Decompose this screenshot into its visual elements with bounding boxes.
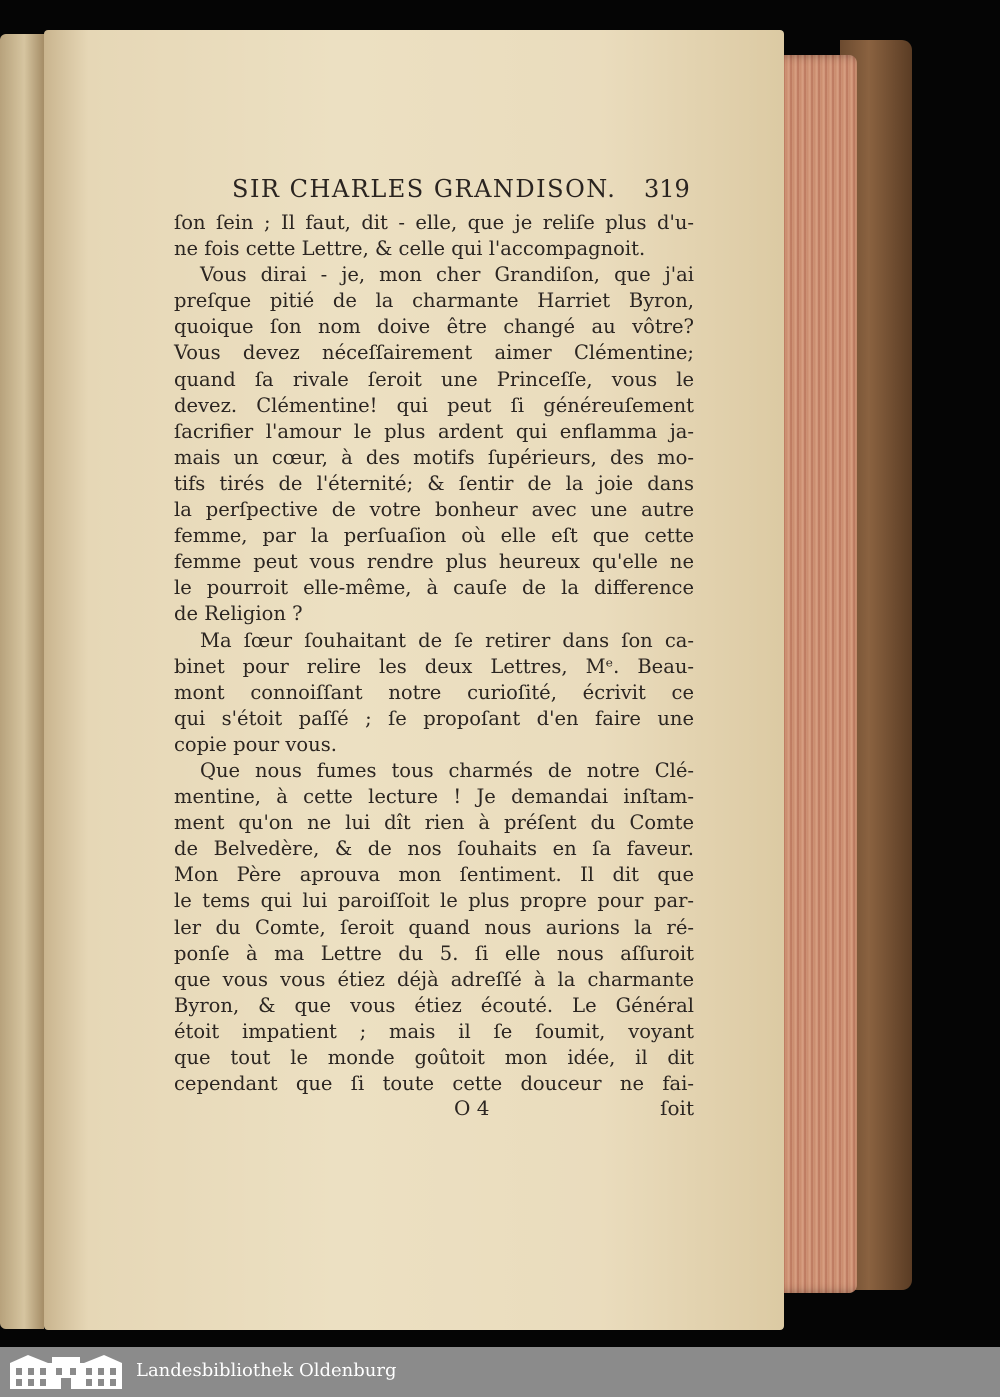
text-line: Mon Père aprouva mon ſentiment. Il dit que xyxy=(174,863,694,887)
text-line: ler du Comte, ſeroit quand nous aurions la ré- xyxy=(174,915,694,939)
page-footer xyxy=(174,1096,694,1126)
text-line: devez. Clémentine! qui peut ſi généreuſement xyxy=(174,393,694,417)
text-line: ponſe à ma Lettre du 5. ſi elle nous aſſuroit xyxy=(174,941,694,965)
text-line: Ma ſœur ſouhaitant de ſe retirer dans ſon ca- xyxy=(200,628,694,652)
text-line: que tout le monde goûtoit mon idée, il dit xyxy=(174,1046,694,1069)
text-line: que vous vous étiez déjà adreſſé à la charmante xyxy=(174,967,694,991)
text-line: la perſpective de votre bonheur avec une autre xyxy=(174,498,694,522)
text-line: ment qu'on ne lui dît rien à préſent du Comte xyxy=(174,811,694,835)
text-line: femme peut vous rendre plus heureux qu'elle ne xyxy=(174,550,694,574)
running-head xyxy=(44,175,744,215)
library-building-icon xyxy=(8,1353,124,1391)
text-line: Vous devez néceſſairement aimer Clémentine; xyxy=(174,341,694,365)
catchword: ſoit xyxy=(660,1096,694,1120)
text-line: qui s'étoit paſſé ; ſe propoſant d'en faire une xyxy=(174,706,694,730)
running-head-title: SIR CHARLES GRANDISON. xyxy=(232,175,617,203)
text-line: Vous dirai - je, mon cher Grandiſon, que j'ai xyxy=(200,263,694,287)
text-line: étoit impatient ; mais il ſe ſoumit, voyant xyxy=(174,1019,694,1043)
text-line: le tems qui lui paroiſſoit le plus propre pour par- xyxy=(174,889,694,913)
text-line: quoique ſon nom doive être changé au vôtre? xyxy=(174,315,694,339)
text-line: cependant que ſi toute cette douceur ne fai- xyxy=(174,1072,694,1096)
text-line: de Belvedère, & de nos ſouhaits en ſa faveur. xyxy=(174,837,694,861)
text-line: mont connoiſſant notre curioſité, écrivit ce xyxy=(174,680,694,704)
text-line: le pourroit elle-même, à cauſe de la difference xyxy=(174,576,694,600)
left-page-edge xyxy=(0,34,44,1329)
signature-mark: O 4 xyxy=(454,1096,490,1120)
text-line: de Religion ? xyxy=(174,602,303,626)
text-line: copie pour vous. xyxy=(174,732,337,756)
text-line: Que nous fumes tous charmés de notre Clé- xyxy=(200,758,694,782)
text-line: mentine, à cette lecture ! Je demandai inſtam- xyxy=(174,785,694,809)
text-line: ſon ſein ; Il faut, dit - elle, que je reliſe plus d'u- xyxy=(174,211,694,234)
text-line: binet pour relire les deux Lettres, Mᵉ. Beau- xyxy=(174,654,694,678)
text-line: ſacrifier l'amour le plus ardent qui enflamma ja- xyxy=(174,419,694,443)
text-line: quand ſa rivale ſeroit une Princeſſe, vous le xyxy=(174,367,694,391)
text-line: tifs tirés de l'éternité; & ſentir de la joie dans xyxy=(174,471,694,495)
text-line: mais un cœur, à des motifs ſupérieurs, des mo- xyxy=(174,445,694,469)
body-text xyxy=(174,210,694,1097)
text-line: femme, par la perſuaſion où elle eſt que cette xyxy=(174,524,694,548)
text-line: preſque pitié de la charmante Harriet Byron, xyxy=(174,289,694,313)
library-banner xyxy=(0,1347,1000,1397)
library-name: Landesbibliothek Oldenburg xyxy=(136,1360,397,1381)
page-number: 319 xyxy=(644,175,690,203)
text-line: ne fois cette Lettre, & celle qui l'accompagnoit. xyxy=(174,237,646,261)
book-page xyxy=(44,30,784,1330)
text-line: Byron, & que vous étiez écouté. Le Général xyxy=(174,993,694,1017)
